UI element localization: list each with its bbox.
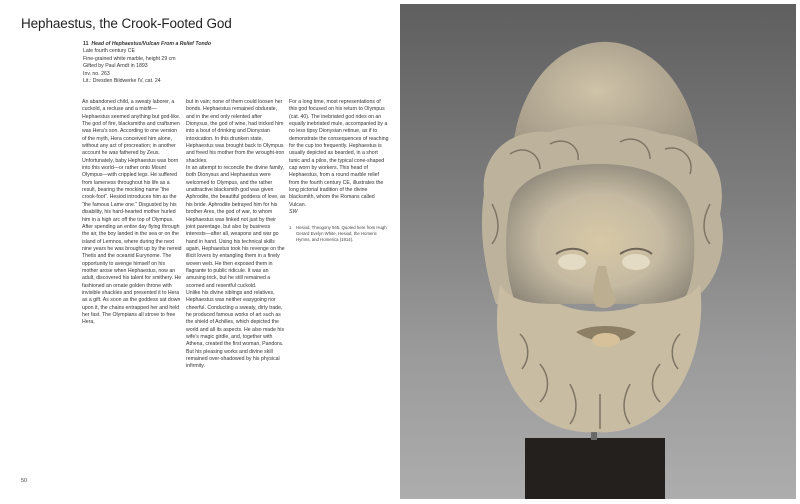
caption-material: Fine-grained white marble, height 29 cm <box>83 55 176 62</box>
footnote <box>289 225 389 243</box>
caption-date: Late fourth century CE <box>83 48 135 55</box>
catalog-number: 11 <box>83 41 89 47</box>
caption-provenance: Gifted by Paul Arndt in 1893 <box>83 63 148 70</box>
body-column-3 <box>289 99 389 243</box>
footnote-mark: 1 <box>289 224 292 230</box>
body-column-2 <box>186 99 286 371</box>
object-caption <box>83 41 211 85</box>
paragraph: For a long time, most representations of this god focused on his return to Olympus (cat. 40). The inebriated god rides on an equally inebriated mule, accompanied by a no less tipsy Dionysian retinue, as if to demonstrate the consequences of reaching for the cup too frequently. Hephaestus is usually depicted as bearded, in a short tunic and a pilos, the typical cone-shaped cap worn by workers. This head of Hephaestus, from a round marble relief from the fourth century CE, illustrates the long pictorial tradition of the divine blacksmith, whom the Romans called Vulcan. <box>289 99 389 208</box>
pedestal <box>525 438 665 499</box>
caption-inventory: Inv. no. 263 <box>83 70 110 77</box>
paragraph: In an attempt to reconcile the divine family, both Dionysus and Hephaestus were welcomed to Olympus, and the rather unattractive blacksmith god was given Aphrodite, the beautiful goddess of love, as his bride. Aphrodite betrayed him for his brother Ares, the god of war, to whom Hephaestus was linked not just by their joint parentage, but also by business interests—after all, weapons and war go hand in hand. Using his technical skills again, Hephaestus took his revenge on the illicit lovers by entangling them in a finely woven web. He then exposed them in flagrante to public ridicule. It was an amusing trick, but he still remained a scorned and resentful cuckold. <box>186 165 286 289</box>
page-number: 50 <box>21 478 28 484</box>
paragraph: but in vain; none of them could loosen her bonds. Hephaestus remained obdurate, and in the end only relented after Dionysus, the god of wine, had tricked him into a bout of drinking and Dionysian intoxication. In this drunken state, Hephaestus was brought back to Olympus and freed his mother from the wrought-iron shackles. <box>186 99 285 164</box>
paragraph: An abandoned child, a sweaty laborer, a cuckold, a recluse and a misfit—Hephaestus seemed anything but god-like. The god of fire, blacksmiths and craftsmen was Hera’s son. According to one version of the myth, Hera conceived him alone, without any act of procreation; in another account he was fathered by Zeus. Unfortunately, baby Hephaestus was born into this world—or rather onto Mount Olympus—with crippled legs. He suffered from lameness throughout his life as a result, bearing the mocking name “the crook-foot”. Hesiod introduces him as the “the famous Lame one.” Disgusted by his disability, his hard-hearted mother hurled him in a high arc off the top of Olympus. After spending an entire day flying through the air, the boy landed in the sea or on the island of Lemnos, where during the next nine years he was brought up by the nereid Thetis and the oceanid Eurynome. The opportunity to avenge himself on his mother arose when Hephaestus, now an adult, discovered his talent for smithery. He fashioned an ornate golden throne with invisible shackles and presented it to Hera as a gift. As soon as the goddess sat down upon it, the chains entrapped her and held her fast. The Olympians all strove to free Hera, <box>82 99 182 326</box>
caption-heading <box>83 41 211 48</box>
body-column-1 <box>82 99 182 327</box>
left-eye <box>558 254 586 270</box>
caption-literature: Lit.: Dresden Bildwerke IV, cat. 24 <box>83 78 161 85</box>
marble-head-image <box>400 4 796 499</box>
paragraph: Unlike his divine siblings and relatives, Hephaestus was neither easygoing nor cheerful. Conducting a sweaty, dirty trade, he produced famous works of art such as the shield of Achilles, which depicted the world and all its aspects. He also made his wife’s magic girdle, and, together with Athena, created the first woman, Pandora. But his pleasing works and divine skill remained over-shadowed by his physical infirmity. <box>186 289 285 370</box>
right-eye <box>622 254 650 270</box>
object-title: Head of Hephaestus/Vulcan From a Relief Tondo <box>91 41 211 47</box>
page-title: Hephaestus, the Crook-Footed God <box>21 16 232 31</box>
footnote-text: Hesiod, Theogony 945. Quoted here from Hugh Gerard Evelyn White, Hesiod, the Homeric Hymns, and Homerica (1914). <box>296 224 387 242</box>
author-signature: SW <box>289 209 298 216</box>
sculpture-photo <box>400 4 796 499</box>
